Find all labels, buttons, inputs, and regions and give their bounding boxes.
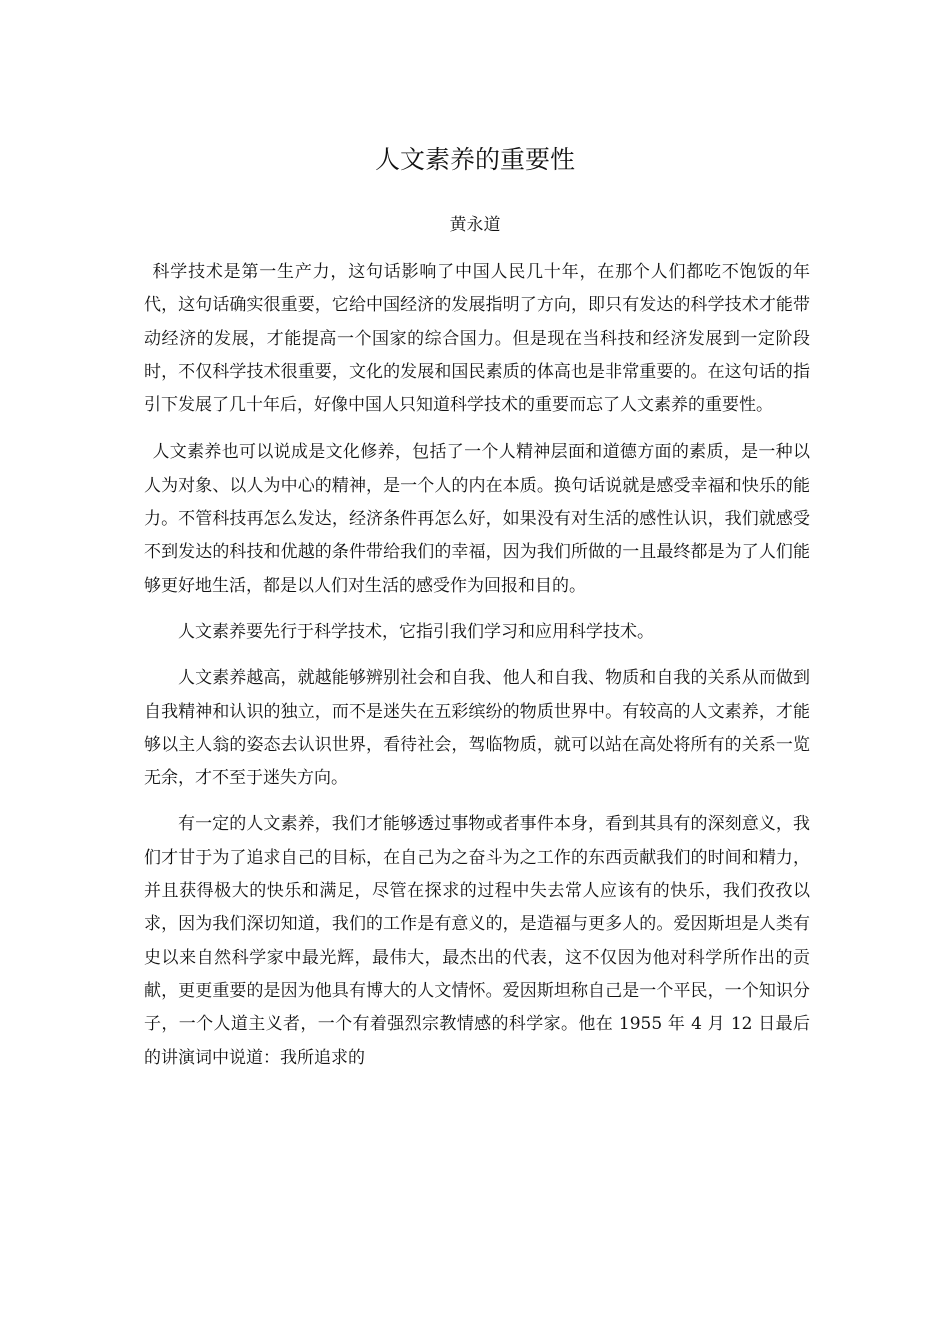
paragraph-1: 科学技术是第一生产力，这句话影响了中国人民几十年，在那个人们都吃不饱饭的年代，这句话确实很重要，它给中国经济的发展指明了方向，即只有发达的科学技术才能带动经济的发展，才能提高一个国家的综合国力。但是现在当科技和经济发展到一定阶段时，不仅科学技术很重要，文化的发展和国民素质的体高也是非常重要的。在这句话的指引下发展了几十年后，好像中国人只知道科学技术的重要而忘了人文素养的重要性。 (144, 262, 810, 416)
paragraph-2: 人文素养也可以说成是文化修养，包括了一个人精神层面和道德方面的素质，是一种以人为对象、以人为中心的精神，是一个人的内在本质。换句话说就是感受幸福和快乐的能力。不管科技再怎么发达，经济条件再怎么好，如果没有对生活的感性认识，我们就感受不到发达的科技和优越的条件带给我们的幸福，因为我们所做的一且最终都是为了人们能够更好地生活，都是以人们对生活的感受作为回报和目的。 (144, 442, 810, 596)
paragraph-3: 人文素养要先行于科学技术，它指引我们学习和应用科学技术。 (178, 621, 654, 642)
document-title: 人文素养的重要性 (374, 145, 575, 174)
paragraph-5: 有一定的人文素养，我们才能够透过事物或者事件本身，看到其具有的深刻意义，我们才甘于为了追求自己的目标，在自己为之奋斗为之工作的东西贡献我们的时间和精力，并且获得极大的快乐和满足，尽管在探求的过程中失去常人应该有的快乐，我们孜孜以求，因为我们深切知道，我们的工作是有意义的，是造福与更多人的。爱因斯坦是人类有史以来自然科学家中最光辉，最伟大，最杰出的代表，这不仅因为他对科学所作出的贡献，更更重要的是因为他具有博大的人文情怀。爱因斯坦称自己是一个平民，一个知识分子，一个人道主义者，一个有着强烈宗教情感的科学家。他在 1955 年 4 月 12 日最后的讲演词中说道：我所追求的 (144, 814, 810, 1068)
paragraph-4: 人文素养越高，就越能够辨别社会和自我、他人和自我、物质和自我的关系从而做到自我精神和认识的独立，而不是迷失在五彩缤纷的物质世界中。有较高的人文素养，才能够以主人翁的姿态去认识世界，看待社会，驾临物质，就可以站在高处将所有的关系一览无余，才不至于迷失方向。 (144, 668, 810, 789)
document-body (144, 256, 810, 1075)
document-author: 黄永道 (449, 215, 501, 235)
